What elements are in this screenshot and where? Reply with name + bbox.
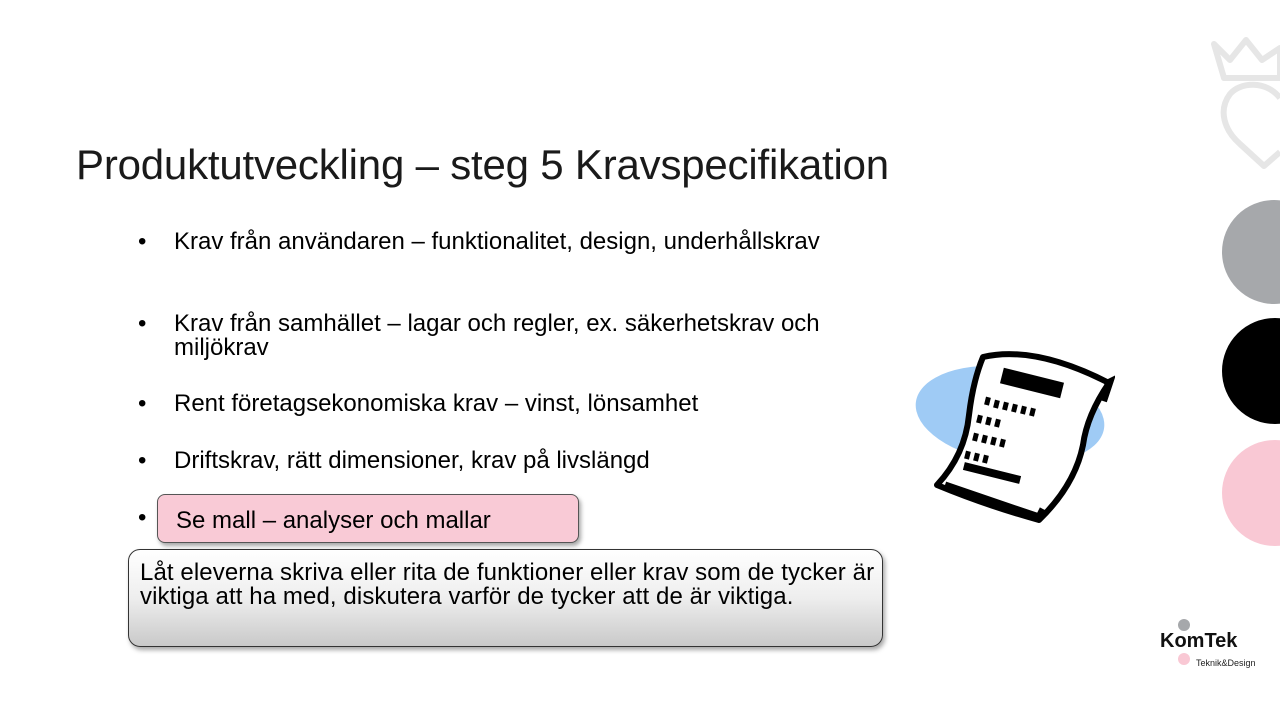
logo-name: KomTek — [1160, 630, 1238, 652]
bullet-item — [138, 392, 838, 416]
pink-circle-icon — [1222, 440, 1280, 546]
gray-circle-icon — [1222, 200, 1280, 304]
bullet-dot: • — [138, 390, 147, 417]
bullet-dot: • — [138, 504, 147, 531]
komtek-logo-icon — [1158, 618, 1258, 670]
bullet-item — [138, 449, 838, 473]
bullet-text: Krav från samhället – lagar och regler, ex. säkerhetskrav och miljökrav — [174, 310, 820, 361]
template-link-box[interactable] — [157, 494, 579, 543]
bullet-dot: • — [138, 310, 147, 337]
bullet-item — [138, 312, 838, 360]
bullet-dot: • — [138, 447, 147, 474]
teacher-note-text: Låt eleverna skriva eller rita de funktioner eller krav som de tycker är viktiga att ha med, diskutera varför de tycker att de är viktiga. — [140, 559, 875, 610]
bullet-text: Krav från användaren – funktionalitet, design, underhållskrav — [174, 228, 820, 255]
logo-tagline: Teknik&Design — [1196, 658, 1256, 668]
receipt-clipart-icon — [915, 345, 1115, 525]
template-link-text[interactable]: Se mall – analyser och mallar — [176, 507, 491, 534]
teacher-note-box — [128, 549, 883, 647]
bullet-text: Rent företagsekonomiska krav – vinst, lönsamhet — [174, 390, 699, 417]
bullet-dot: • — [138, 228, 147, 255]
bullet-item — [138, 230, 838, 254]
slide-title: Produktutveckling – steg 5 Kravspecifikation — [76, 141, 889, 188]
bullet-text: Driftskrav, rätt dimensioner, krav på livslängd — [174, 447, 650, 474]
black-circle-icon — [1222, 318, 1280, 424]
crown-heart-icon — [1200, 30, 1280, 175]
